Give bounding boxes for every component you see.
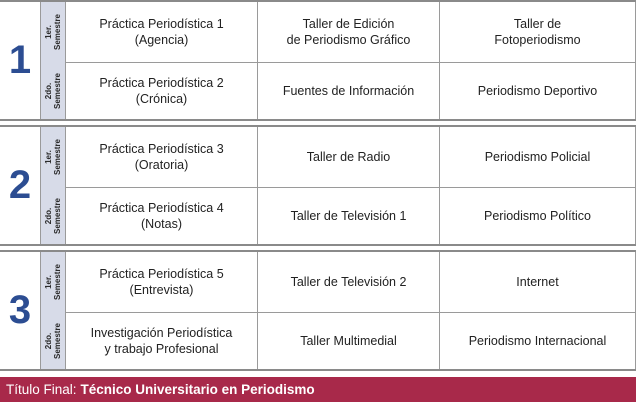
subject-cell: Internet — [439, 252, 636, 312]
final-title-value: Técnico Universitario en Periodismo — [80, 382, 315, 397]
subject-cell: Práctica Periodística 5 (Entrevista) — [99, 267, 224, 297]
semester-row — [40, 252, 636, 313]
subject-cell: Práctica Periodística 2 (Crónica) — [99, 75, 224, 106]
year-number: 1 — [8, 38, 32, 82]
semester-label-cell — [40, 2, 66, 62]
subject-cell: Taller de Fotoperiodismo — [439, 2, 636, 62]
semester-label-cell — [40, 62, 66, 119]
semester-row — [40, 2, 636, 63]
subject-cell: Periodismo Deportivo — [439, 62, 636, 119]
subject-cell: Práctica Periodística 3 (Oratoria) — [99, 142, 224, 172]
year-number: 3 — [8, 288, 32, 332]
semester-label: 1er. Semestre — [44, 263, 62, 301]
semester-label: 2do. Semestre — [44, 197, 62, 234]
subject-cell: Periodismo Político — [439, 187, 636, 244]
subject-cell: Taller Multimedial — [257, 312, 439, 369]
year-block-1 — [0, 0, 636, 121]
subject-cell: Taller de Televisión 2 — [257, 252, 439, 312]
semester-label-cell — [40, 312, 66, 369]
semester-label-cell — [40, 187, 66, 244]
subject-cell: Práctica Periodística 4 (Notas) — [99, 200, 224, 231]
subject-cell: Investigación Periodística y trabajo Profesional — [90, 325, 233, 356]
final-title-bar — [0, 377, 636, 402]
subject-cell: Taller de Radio — [257, 127, 439, 187]
final-title-label: Título Final: — [6, 382, 77, 397]
semester-label-cell — [40, 252, 66, 312]
subject-cell: Taller de Televisión 1 — [257, 187, 439, 244]
year-block-2 — [0, 125, 636, 246]
subject-cell: Taller de Edición de Periodismo Gráfico — [257, 2, 439, 62]
year-block-3 — [0, 250, 636, 371]
semester-row — [40, 127, 636, 188]
semester-label-cell — [40, 127, 66, 187]
semester-label: 1er. Semestre — [44, 138, 62, 176]
subject-cell: Práctica Periodística 1 (Agencia) — [99, 17, 224, 47]
semester-row — [40, 187, 636, 244]
semester-row — [40, 312, 636, 369]
year-number: 2 — [8, 163, 32, 207]
semester-row — [40, 62, 636, 119]
semester-label: 1er. Semestre — [44, 13, 62, 51]
subject-cell: Periodismo Internacional — [439, 312, 636, 369]
subject-cell: Periodismo Policial — [439, 127, 636, 187]
subject-cell: Fuentes de Información — [257, 62, 439, 119]
semester-label: 2do. Semestre — [44, 322, 62, 359]
semester-label: 2do. Semestre — [44, 72, 62, 109]
